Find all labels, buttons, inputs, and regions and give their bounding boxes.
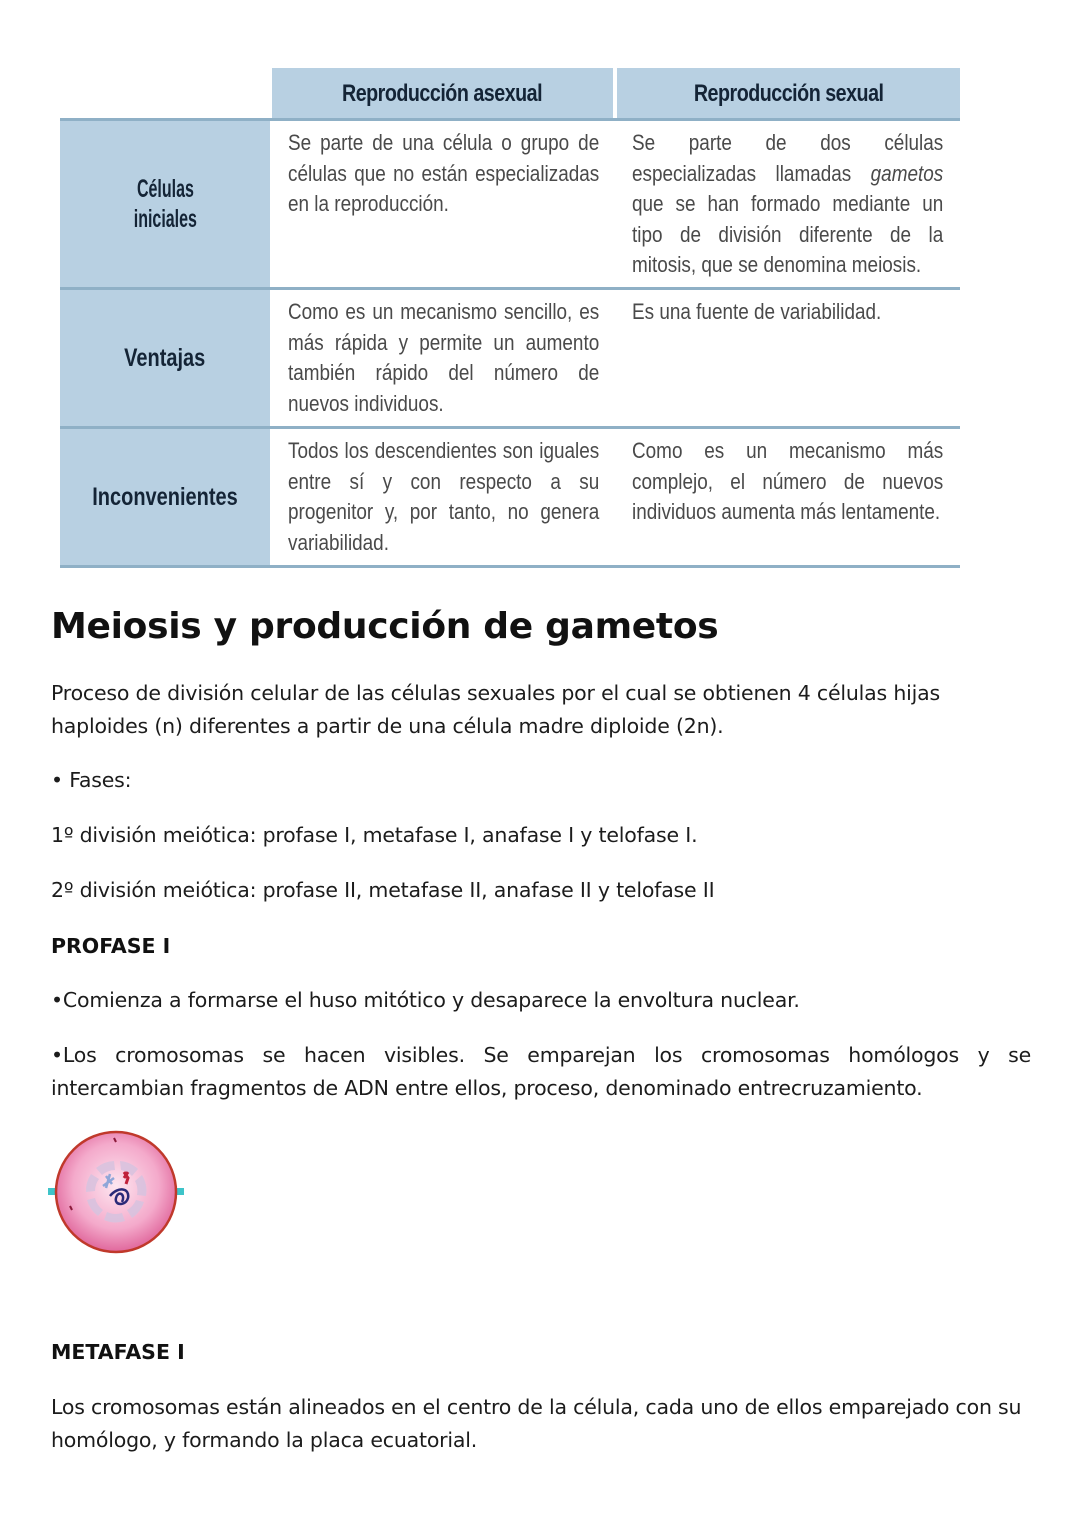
cell-advantages-sexual: Es una fuente de variabilidad. [632,299,882,324]
row-label-initial-cells: Células iniciales [60,121,270,287]
row-label-disadvantages: Inconvenientes [60,429,270,565]
section-title: Meiosis y producción de gametos [51,606,719,647]
metaphase-i-paragraph: Los cromosomas están alineados en el centro de la célula, cada uno de ellos emparejado con su homólogo, y formando la placa ecuatorial. [51,1395,1022,1452]
header-asexual: Reproducción asexual [272,68,613,120]
heading-prophase-i: PROFASE I [51,934,171,958]
prophase-i-point-2: •Los cromosomas se hacen visibles. Se emparejan los cromosomas homólogos y se intercambian fragmentos de ADN entre ellos, proceso, denominado entrecruzamiento. [51,1043,1031,1100]
prophase-i-cell-illustration [48,1128,184,1258]
cell-disadvantages-asexual: Todos los descendientes son iguales entre sí y con respecto a su progenitor y, por tanto, no genera variabilidad. [288,438,600,555]
cell-diagram-icon [48,1128,184,1258]
cell-disadvantages-sexual: Como es un mecanismo más complejo, el número de nuevos individuos aumenta más lentamente. [632,438,944,524]
cell-initial-cells-sexual: Se parte de dos células especializadas llamadas gametos que se han formado mediante un tipo de división diferente de la mitosis, que se denomina meiosis. [632,130,944,277]
cell-initial-cells-asexual: Se parte de una célula o grupo de células que no están especializadas en la reproducción. [288,130,600,216]
table-rule [60,565,960,568]
italic-term-gametos: gametos [870,160,944,186]
intro-paragraph: Proceso de división celular de las células sexuales por el cual se obtienen 4 células hijas haploides (n) diferentes a partir de una célula madre diploide (2n). [51,681,940,738]
heading-metaphase-i: METAFASE I [51,1340,185,1364]
second-division-line: 2º división meiótica: profase II, metafase II, anafase II y telofase II [51,878,715,902]
header-sexual: Reproducción sexual [617,68,960,120]
reproduction-comparison-table [60,68,960,568]
first-division-line: 1º división meiótica: profase I, metafase I, anafase I y telofase I. [51,823,698,847]
row-label-advantages: Ventajas [60,290,270,426]
phases-label: • Fases: [51,768,132,792]
prophase-i-point-1: •Comienza a formarse el huso mitótico y desaparece la envoltura nuclear. [51,988,800,1012]
cell-advantages-asexual: Como es un mecanismo sencillo, es más rápida y permite un aumento también rápido del número de nuevos individuos. [288,299,600,416]
